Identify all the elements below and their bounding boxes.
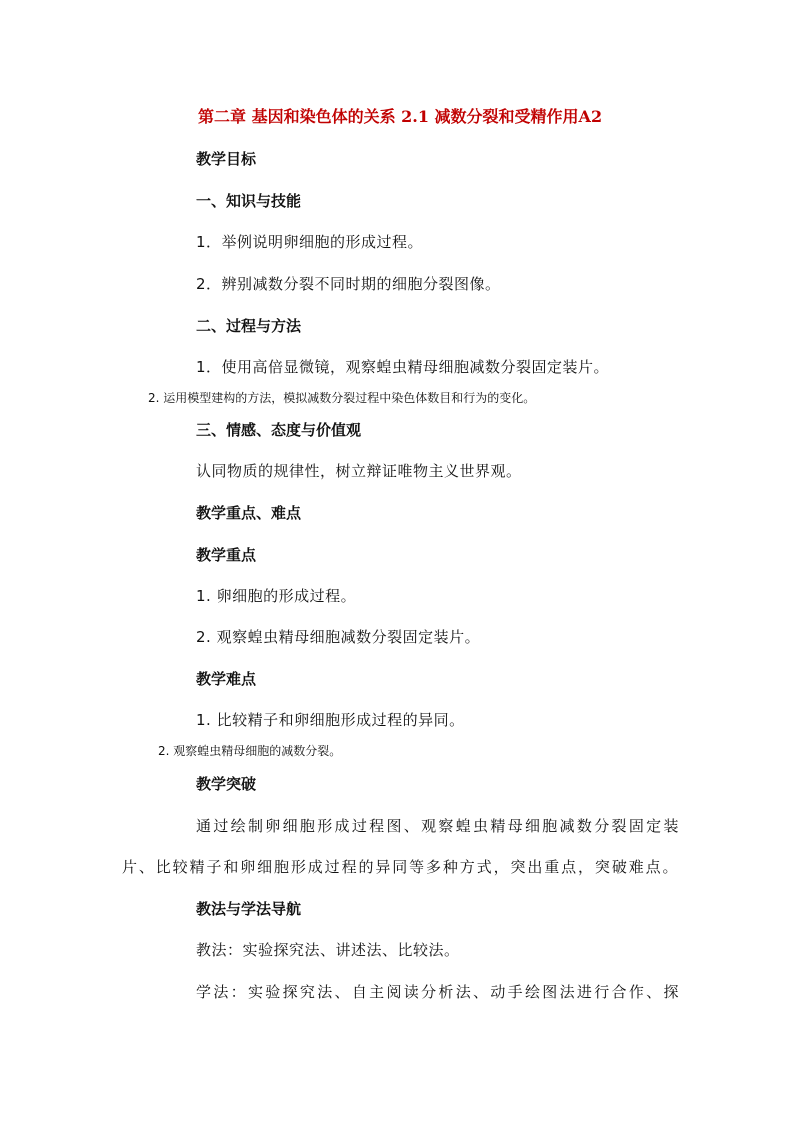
- teaching-methods: 教法：实验探究法、讲述法、比较法。: [196, 941, 460, 959]
- heading-difficult-points: 教学难点: [196, 670, 257, 688]
- learning-methods: 学法：实验探究法、自主阅读分析法、动手绘图法进行合作、探: [196, 983, 679, 1001]
- process-item-1: 1．使用高倍显微镜，观察蝗虫精母细胞减数分裂固定装片。: [196, 358, 610, 376]
- document-title: 第二章 基因和染色体的关系 2.1 减数分裂和受精作用A2: [198, 107, 603, 126]
- key-point-1: 1. 卵细胞的形成过程。: [196, 587, 357, 605]
- heading-process-methods: 二、过程与方法: [196, 317, 302, 335]
- process-item-2: 2. 运用模型建构的方法，模拟减数分裂过程中染色体数目和行为的变化。: [148, 391, 536, 405]
- heading-emotion-values: 三、情感、态度与价值观: [196, 421, 362, 439]
- heading-key-difficult-points: 教学重点、难点: [196, 504, 302, 522]
- emotion-item-1: 认同物质的规律性，树立辩证唯物主义世界观。: [196, 462, 522, 480]
- heading-knowledge-skills: 一、知识与技能: [196, 192, 302, 210]
- heading-teaching-breakthrough: 教学突破: [196, 775, 257, 793]
- difficult-point-2: 2. 观察蝗虫精母细胞的减数分裂。: [158, 744, 342, 758]
- knowledge-item-2: 2．辨别减数分裂不同时期的细胞分裂图像。: [196, 275, 501, 293]
- difficult-point-1: 1. 比较精子和卵细胞形成过程的异同。: [196, 711, 465, 729]
- heading-teaching-learning-methods: 教法与学法导航: [196, 900, 302, 918]
- heading-teaching-objectives: 教学目标: [196, 150, 257, 168]
- breakthrough-paragraph-line-2: 片、比较精子和卵细胞形成过程的异同等多种方式，突出重点，突破难点。: [122, 858, 678, 876]
- knowledge-item-1: 1．举例说明卵细胞的形成过程。: [196, 233, 424, 251]
- key-point-2: 2. 观察蝗虫精母细胞减数分裂固定装片。: [196, 628, 481, 646]
- breakthrough-paragraph-line-1: 通过绘制卵细胞形成过程图、观察蝗虫精母细胞减数分裂固定装: [196, 817, 679, 835]
- heading-key-points: 教学重点: [196, 546, 257, 564]
